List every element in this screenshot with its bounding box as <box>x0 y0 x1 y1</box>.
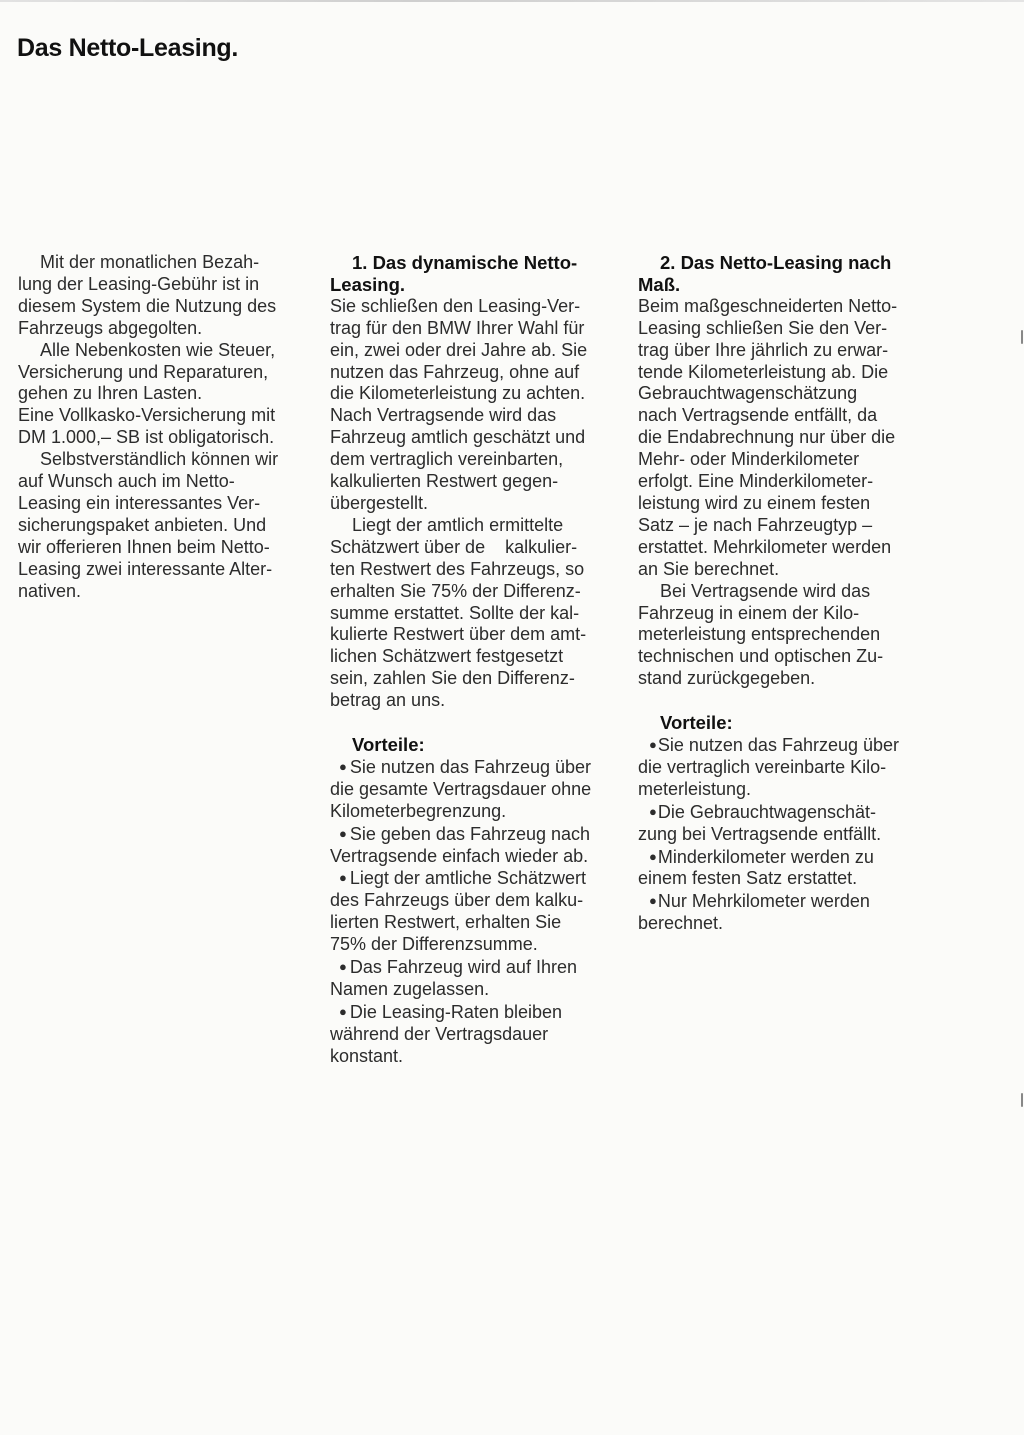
text-line: ein, zwei oder drei Jahre ab. Sie <box>330 339 588 360</box>
text-line: Leasing ein interessantes Ver- <box>18 492 261 513</box>
dynamic-leasing-column <box>330 252 630 1068</box>
bullet-text: Die Leasing-Raten bleiben <box>349 1001 563 1022</box>
text-line: Fahrzeug amtlich geschätzt und <box>330 427 586 448</box>
measured-leasing-column <box>638 252 938 935</box>
text-line: meterleistung. <box>638 778 752 799</box>
section-heading: 2. Das Netto-Leasing nach <box>660 252 892 273</box>
text-line: Fahrzeugs abgegolten. <box>18 317 203 338</box>
text-line: sein, zahlen Sie den Differenz- <box>330 668 575 689</box>
text-line: übergestellt. <box>330 492 429 513</box>
text-line: Liegt der amtlich ermittelte <box>352 514 564 535</box>
text-line: Bei Vertragsende wird das <box>660 580 871 601</box>
section-heading: Leasing. <box>330 273 406 295</box>
text-line: kulierte Restwert über dem amt- <box>330 624 587 645</box>
text-line: Beim maßgeschneiderten Netto- <box>638 295 898 316</box>
text-line: erhalten Sie 75% der Differenz- <box>330 580 581 601</box>
text-line: nutzen das Fahrzeug, ohne auf <box>330 361 580 382</box>
section-heading: 1. Das dynamische Netto- <box>352 252 578 273</box>
text-line: Versicherung und Reparaturen, <box>18 361 269 382</box>
bullet-text: Sie nutzen das Fahrzeug über <box>349 756 592 777</box>
text-line: Vertragsende einfach wieder ab. <box>330 845 589 866</box>
text-line: nativen. <box>18 580 82 601</box>
text-line: wir offerieren Ihnen beim Netto- <box>18 536 270 557</box>
text-line: 75% der Differenzsumme. <box>330 934 538 955</box>
bullet-text: Sie geben das Fahrzeug nach <box>349 823 591 844</box>
text-line: Namen zugelassen. <box>330 979 490 999</box>
top-edge-rule <box>0 0 1024 2</box>
bullet-icon: ● <box>339 825 347 841</box>
text-line: Alle Nebenkosten wie Steuer, <box>40 339 276 360</box>
text-line: dem vertraglich vereinbarten, <box>330 449 564 470</box>
text-line: an Sie berechnet. <box>638 558 780 579</box>
text-line: ten Restwert des Fahrzeugs, so <box>330 558 585 579</box>
text-line: Eine Vollkasko-Versicherung mit <box>18 405 276 426</box>
text-line: während der Vertragsdauer <box>330 1023 549 1044</box>
text-line: betrag an uns. <box>330 690 446 711</box>
text-line: Sie schließen den Leasing-Ver- <box>330 295 581 316</box>
text-line: stand zurückgegeben. <box>638 668 816 689</box>
advantages-heading: Vorteile: <box>660 712 733 734</box>
bullet-text: Minderkilometer werden zu <box>657 846 874 867</box>
text-line: lung der Leasing-Gebühr ist in <box>18 273 260 294</box>
paragraph-gap <box>638 690 938 712</box>
bullet-icon: ● <box>339 870 347 886</box>
text-line: berechnet. <box>638 913 724 934</box>
section-heading: Maß. <box>638 273 681 295</box>
edge-scan-mark <box>1021 1093 1023 1107</box>
text-line: Schätzwert über de kalkulier- <box>330 536 578 557</box>
text-line: zung bei Vertragsende entfällt. <box>638 823 882 844</box>
text-line: Satz – je nach Fahrzeugtyp – <box>638 514 873 535</box>
text-line: tende Kilometerleistung ab. Die <box>638 361 889 382</box>
text-line: Nach Vertragsende wird das <box>330 405 557 426</box>
text-line: die Kilometerleistung zu achten. <box>330 383 586 404</box>
text-line: technischen und optischen Zu- <box>638 646 884 667</box>
advantages-heading: Vorteile: <box>352 734 425 756</box>
text-line: die Endabrechnung nur über die <box>638 427 896 448</box>
page-title: Das Netto-Leasing. <box>17 34 239 62</box>
bullet-icon: ● <box>339 1003 347 1019</box>
bullet-text: Sie nutzen das Fahrzeug über <box>657 735 900 756</box>
bullet-icon: ● <box>339 758 347 774</box>
text-line: Gebrauchtwagenschätzung <box>638 383 858 404</box>
text-line: DM 1.000,– SB ist obligatorisch. <box>18 427 275 448</box>
bullet-icon: ● <box>649 848 657 864</box>
text-line: lierten Restwert, erhalten Sie <box>330 912 562 933</box>
bullet-text: Nur Mehrkilometer werden <box>657 891 870 912</box>
bullet-icon: ● <box>649 893 657 909</box>
text-line: Selbstverständlich können wir <box>40 449 279 470</box>
bullet-icon: ● <box>649 803 657 819</box>
text-line: meterleistung entsprechenden <box>638 624 881 645</box>
text-line: Mehr- oder Minderkilometer <box>638 449 860 470</box>
text-line: einem festen Satz erstattet. <box>638 868 858 889</box>
text-line: leistung wird zu einem festen <box>638 492 871 513</box>
text-line: Mit der monatlichen Bezah- <box>40 252 260 272</box>
text-line: kalkulierten Restwert gegen- <box>330 471 559 492</box>
text-line: lichen Schätzwert festgesetzt <box>330 646 564 667</box>
intro-column <box>18 252 318 603</box>
text-line: trag über Ihre jährlich zu erwar- <box>638 339 889 360</box>
text-line: nach Vertragsende entfällt, da <box>638 405 878 426</box>
bullet-text: Liegt der amtliche Schätzwert <box>349 868 586 889</box>
text-line: summe erstattet. Sollte der kal- <box>330 602 580 623</box>
text-line: erfolgt. Eine Minderkilometer- <box>638 471 874 492</box>
bullet-icon: ● <box>339 959 347 975</box>
text-line: Leasing zwei interessante Alter- <box>18 558 273 579</box>
bullet-text: Die Gebrauchtwagenschät- <box>657 801 876 822</box>
text-line: konstant. <box>330 1045 404 1066</box>
text-line: erstattet. Mehrkilometer werden <box>638 536 892 557</box>
text-line: die vertraglich vereinbarte Kilo- <box>638 756 887 777</box>
edge-scan-mark <box>1021 330 1023 344</box>
text-line: diesem System die Nutzung des <box>18 295 277 316</box>
text-line: sicherungspaket anbieten. Und <box>18 514 267 535</box>
text-line: auf Wunsch auch im Netto- <box>18 471 235 492</box>
text-line: Fahrzeug in einem der Kilo- <box>638 602 860 623</box>
text-line: gehen zu Ihren Lasten. <box>18 383 203 404</box>
text-line: Kilometerbegrenzung. <box>330 800 507 821</box>
bullet-text: Das Fahrzeug wird auf Ihren <box>349 957 577 978</box>
text-line: Leasing schließen Sie den Ver- <box>638 317 888 338</box>
text-line: des Fahrzeugs über dem kalku- <box>330 890 584 911</box>
text-line: die gesamte Vertragsdauer ohne <box>330 778 592 799</box>
paragraph-gap <box>330 712 630 734</box>
text-line: trag für den BMW Ihrer Wahl für <box>330 317 585 338</box>
bullet-icon: ● <box>649 737 657 753</box>
